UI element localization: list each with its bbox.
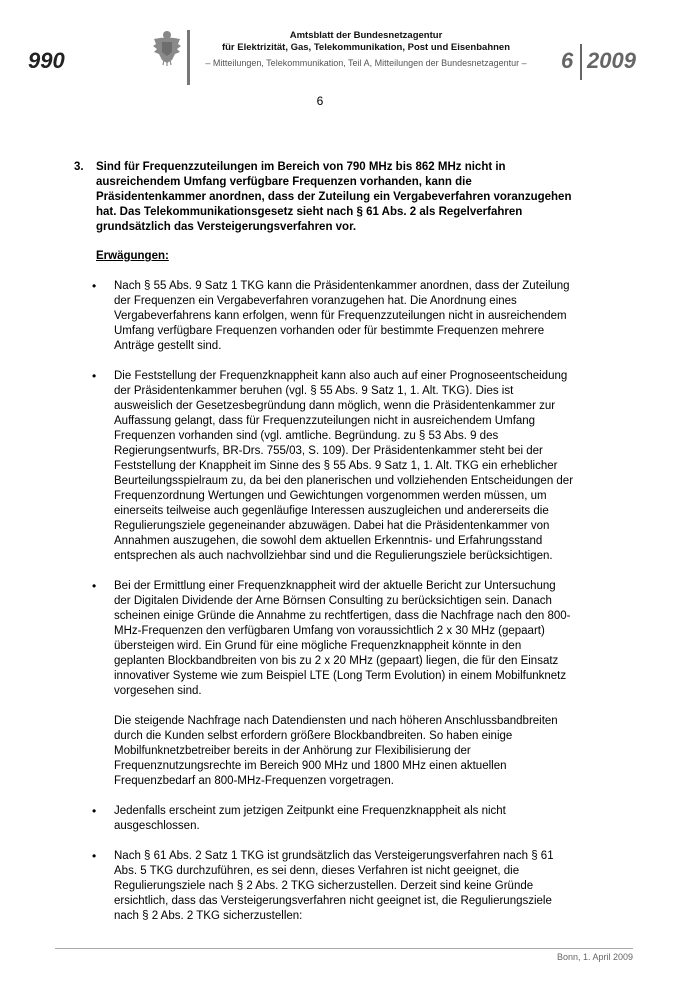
bullet-item <box>92 804 574 834</box>
bullet-item <box>92 579 574 789</box>
section-title: – Mitteilungen, Telekommunikation, Teil A, Mitteilungen der Bundesnetzagentur – <box>205 58 527 68</box>
bullet-paragraph: Jedenfalls erscheint zum jetzigen Zeitpunkt eine Frequenzknappheit als nicht ausgeschlossen. <box>114 805 506 832</box>
federal-eagle-icon <box>150 30 184 66</box>
inner-page-number: 6 <box>316 94 324 108</box>
numbered-item <box>74 160 574 235</box>
document-body <box>74 160 574 924</box>
bullet-item <box>92 369 574 564</box>
item-number: 3. <box>74 161 84 173</box>
issue-year: 2009 <box>587 48 636 73</box>
footer-date: Bonn, 1. April 2009 <box>556 952 633 962</box>
bullet-item <box>92 279 574 354</box>
bullet-paragraph: Bei der Ermittlung einer Frequenzknappheit wird der aktuelle Bericht zur Untersuchung der Digitalen Dividende der Arne Börnsen Consulting zu berücksichtigen sein. Danach scheinen einige Gründe die Annahme zu rechtfertigen, dass die Nachfrage nach den 800-MHz-Frequenzen den verfügbaren Umfang von voraussichtlich 2 x 30 MHz (gepaart) übersteigen wird. Ein Grund für eine mögliche Frequenzknappheit könnte in den geplanten Blockbandbreiten von bis zu 2 x 20 MHz (gepaart) liegen, die für den Einsatz innovativer Systeme wie zum Beispiel LTE (Long Term Evolution) in einem Mobilfunknetz vorgesehen sind. <box>114 580 571 697</box>
bullet-icon: • <box>92 369 97 383</box>
bullet-icon: • <box>92 849 97 863</box>
bullet-paragraph: Nach § 55 Abs. 9 Satz 1 TKG kann die Präsidentenkammer anordnen, dass der Zuteilung der Frequenzen ein Vergabeverfahren voranzugehen hat. Die Anordnung eines Vergabeverfahrens kann erfolgen, wenn für Frequenzzuteilungen nicht in ausreichendem Umfang verfügbare Frequenzen vorhanden oder für bestimmte Frequenzen mehrere Anträge gestellt sind. <box>114 280 570 352</box>
bullet-item <box>92 849 574 924</box>
bullet-icon: • <box>92 279 97 293</box>
publisher-line-2: für Elektrizität, Gas, Telekommunikation, Post und Eisenbahnen <box>221 42 511 53</box>
bullet-paragraph: Die steigende Nachfrage nach Datendiensten und nach höheren Anschlussbandbreiten durch die Kunden selbst erfordern größere Blockbandbreiten. So haben einige Mobilfunknetzbetreiber bereits in der Anhörung zur Flexibilisierung der Frequenznutzungsrechte im Bereich 900 MHz und 1800 MHz einen aktuellen Frequenzbedarf an 800-MHz-Frequenzen vorgetragen. <box>114 715 558 787</box>
page-number: 990 <box>28 48 65 73</box>
bullet-paragraph: Nach § 61 Abs. 2 Satz 1 TKG ist grundsätzlich das Versteigerungsverfahren nach § 61 Abs. 5 TKG durchzuführen, es sei denn, dieses Verfahren ist nicht geeignet, die Regulierungsziele nach § 2 Abs. 2 TKG sicherzustellen. Derzeit sind keine Gründe ersichtlich, dass das Versteigerungsverfahren nicht geeignet ist, die Regulierungsziele nach § 2 Abs. 2 TKG sicherzustellen: <box>114 850 554 922</box>
bullet-icon: • <box>92 804 97 818</box>
item-text: Sind für Frequenzzuteilungen im Bereich von 790 MHz bis 862 MHz nicht in ausreichendem Umfang verfügbare Frequenzen vorhanden, kann die Präsidentenkammer anordnen, dass der Zuteilung ein Vergabeverfahren voranzugehen hat. Das Telekommunikationsgesetz sieht nach § 61 Abs. 2 als Regelverfahren grundsätzlich das Versteigerungsverfahren vor. <box>96 161 572 233</box>
bullet-paragraph: Die Feststellung der Frequenzknappheit kann also auch auf einer Prognoseentscheidung der Präsidentenkammer beruhen (vgl. § 55 Abs. 9 Satz 1, 1. Alt. TKG). Dies ist ausweislich der Gesetzesbegründung dann möglich, wenn die Präsidentenkammer zur Auffassung gelangt, dass für Frequenzzuteilungen nicht in ausreichendem Umfang Frequenzen vorhanden sind (vgl. amtliche. Begründung. zu § 53 Abs. 9 des Regierungsentwurfs, BR-Drs. 755/03, S. 109). Der Präsidentenkammer steht bei der Feststellung der Knappheit im Sinne des § 55 Abs. 9 Satz 1, 1. Alt. TKG ein erheblicher Beurteilungsspielraum zu, da bei den planerischen und vollziehenden Entscheidungen der Frequenzordnung Wertungen und Gewichtungen vorgenommen werden müssen, um einerseits teilweise auch gegenläufige Interessen auszugleichen und andererseits die Regulierungsziele gegeneinander abzuwägen. Dabei hat die Präsidentenkammer von Annahmen auszugehen, die sowohl dem aktuellen Erkenntnis- und Erfahrungsstand entsprechen als auch nachvollziehbar sind und die Regulierungsziele berücksichtigen. <box>114 370 574 562</box>
issue-number: 6 <box>561 48 574 73</box>
publisher-line-1: Amtsblatt der Bundesnetzagentur <box>289 30 443 41</box>
publisher-title <box>196 30 536 54</box>
bullet-icon: • <box>92 579 97 593</box>
footer-divider <box>55 948 633 949</box>
issue-divider <box>580 44 582 80</box>
considerations-heading: Erwägungen: <box>96 250 169 262</box>
header-divider <box>187 30 190 85</box>
